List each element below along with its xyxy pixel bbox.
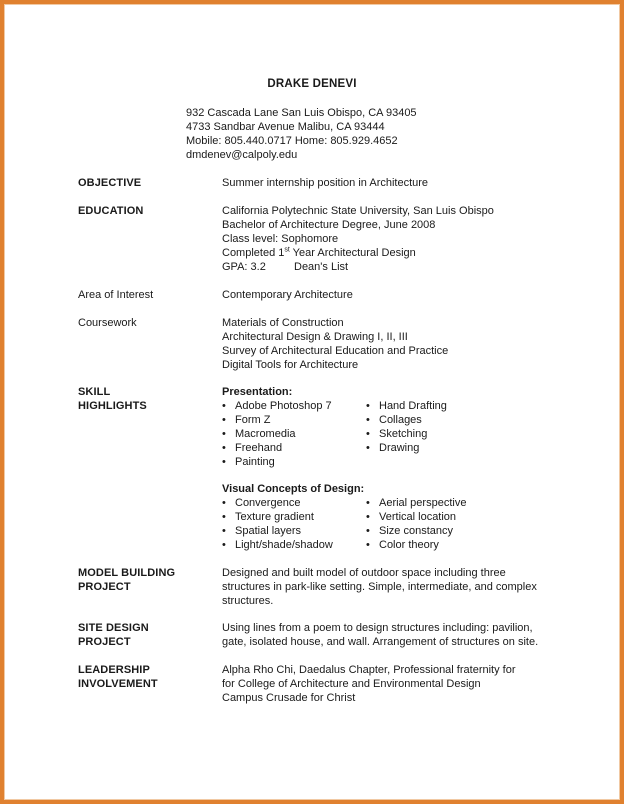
skill-item: • Form Z xyxy=(222,413,332,427)
skills-heading-line-1: SKILL xyxy=(78,386,111,398)
skill-item: • Color theory xyxy=(366,538,466,552)
education-heading: EDUCATION xyxy=(78,205,144,217)
coursework-heading: Coursework xyxy=(78,317,137,329)
coursework-item: Architectural Design & Drawing I, II, III xyxy=(222,331,408,343)
objective-text: Summer internship position in Architecture xyxy=(222,177,429,189)
address-line-2: 4733 Sandbar Avenue Malibu, CA 93444 xyxy=(186,121,385,133)
coursework-item: Materials of Construction xyxy=(222,317,344,329)
objective-heading: OBJECTIVE xyxy=(78,177,142,189)
contact-block xyxy=(186,106,417,162)
education-deans-list: Dean's List xyxy=(294,261,349,273)
skill-item: • Macromedia xyxy=(222,427,332,441)
presentation-list-left xyxy=(222,399,332,469)
leadership-heading xyxy=(78,663,158,691)
visual-list-right xyxy=(366,496,466,552)
skill-item: • Painting xyxy=(222,455,332,469)
skill-item: • Adobe Photoshop 7 xyxy=(222,399,332,413)
text-line: structures in park-like setting. Simple, intermediate, and complex xyxy=(222,581,537,593)
text-line: Campus Crusade for Christ xyxy=(222,692,356,704)
skill-item: • Texture gradient xyxy=(222,510,333,524)
presentation-list-right xyxy=(366,399,447,455)
text-line: gate, isolated house, and wall. Arrangement of structures on site. xyxy=(222,636,539,648)
skill-item: • Collages xyxy=(366,413,447,427)
coursework-list xyxy=(222,316,448,372)
site-design-heading-line-1: SITE DESIGN xyxy=(78,622,149,634)
area-of-interest-heading: Area of Interest xyxy=(78,289,154,301)
address-line-1: 932 Cascada Lane San Luis Obispo, CA 93405 xyxy=(186,107,417,119)
education-completed xyxy=(222,246,494,260)
model-building-heading-line-1: MODEL BUILDING xyxy=(78,567,176,579)
email-line: dmdenev@calpoly.edu xyxy=(186,149,298,161)
model-building-heading-line-2: PROJECT xyxy=(78,581,131,593)
education-school: California Polytechnic State University, San Luis Obispo xyxy=(222,205,494,217)
skill-item: • Size constancy xyxy=(366,524,466,538)
completed-sup: st xyxy=(284,246,290,254)
resume-name: DRAKE DENEVI xyxy=(267,78,357,90)
education-gpa: GPA: 3.2 xyxy=(222,261,266,273)
education-block xyxy=(222,204,494,274)
coursework-item: Digital Tools for Architecture xyxy=(222,359,359,371)
site-design-heading-line-2: PROJECT xyxy=(78,636,131,648)
skills-heading xyxy=(78,385,147,413)
phone-line: Mobile: 805.440.0717 Home: 805.929.4652 xyxy=(186,135,398,147)
education-gpa-line xyxy=(222,260,494,274)
site-design-heading xyxy=(78,621,149,649)
skill-item: • Vertical location xyxy=(366,510,466,524)
leadership-text xyxy=(222,663,516,705)
education-class-level: Class level: Sophomore xyxy=(222,233,339,245)
presentation-title: Presentation: xyxy=(222,386,293,398)
text-line: structures. xyxy=(222,595,274,607)
leadership-heading-line-2: INVOLVEMENT xyxy=(78,678,158,690)
skills-heading-line-2: HIGHLIGHTS xyxy=(78,400,147,412)
coursework-item: Survey of Architectural Education and Practice xyxy=(222,345,449,357)
skill-item: • Drawing xyxy=(366,441,447,455)
skill-item: • Sketching xyxy=(366,427,447,441)
visual-concepts-title: Visual Concepts of Design: xyxy=(222,483,365,495)
text-line: for College of Architecture and Environmental Design xyxy=(222,678,481,690)
completed-pre: Completed 1 xyxy=(222,247,285,259)
model-building-heading xyxy=(78,566,175,594)
visual-list-left xyxy=(222,496,333,552)
site-design-text xyxy=(222,621,538,649)
skill-item: • Aerial perspective xyxy=(366,496,466,510)
text-line: Designed and built model of outdoor space including three xyxy=(222,567,506,579)
leadership-heading-line-1: LEADERSHIP xyxy=(78,664,150,676)
model-building-text xyxy=(222,566,537,608)
education-degree: Bachelor of Architecture Degree, June 2008 xyxy=(222,219,436,231)
area-of-interest-text: Contemporary Architecture xyxy=(222,289,353,301)
skill-item: • Convergence xyxy=(222,496,333,510)
text-line: Using lines from a poem to design structures including: pavilion, xyxy=(222,622,533,634)
skill-item: • Freehand xyxy=(222,441,332,455)
completed-post: Year Architectural Design xyxy=(289,247,416,259)
skill-item: • Hand Drafting xyxy=(366,399,447,413)
skill-item: • Spatial layers xyxy=(222,524,333,538)
skill-item: • Light/shade/shadow xyxy=(222,538,333,552)
text-line: Alpha Rho Chi, Daedalus Chapter, Professional fraternity for xyxy=(222,664,516,676)
